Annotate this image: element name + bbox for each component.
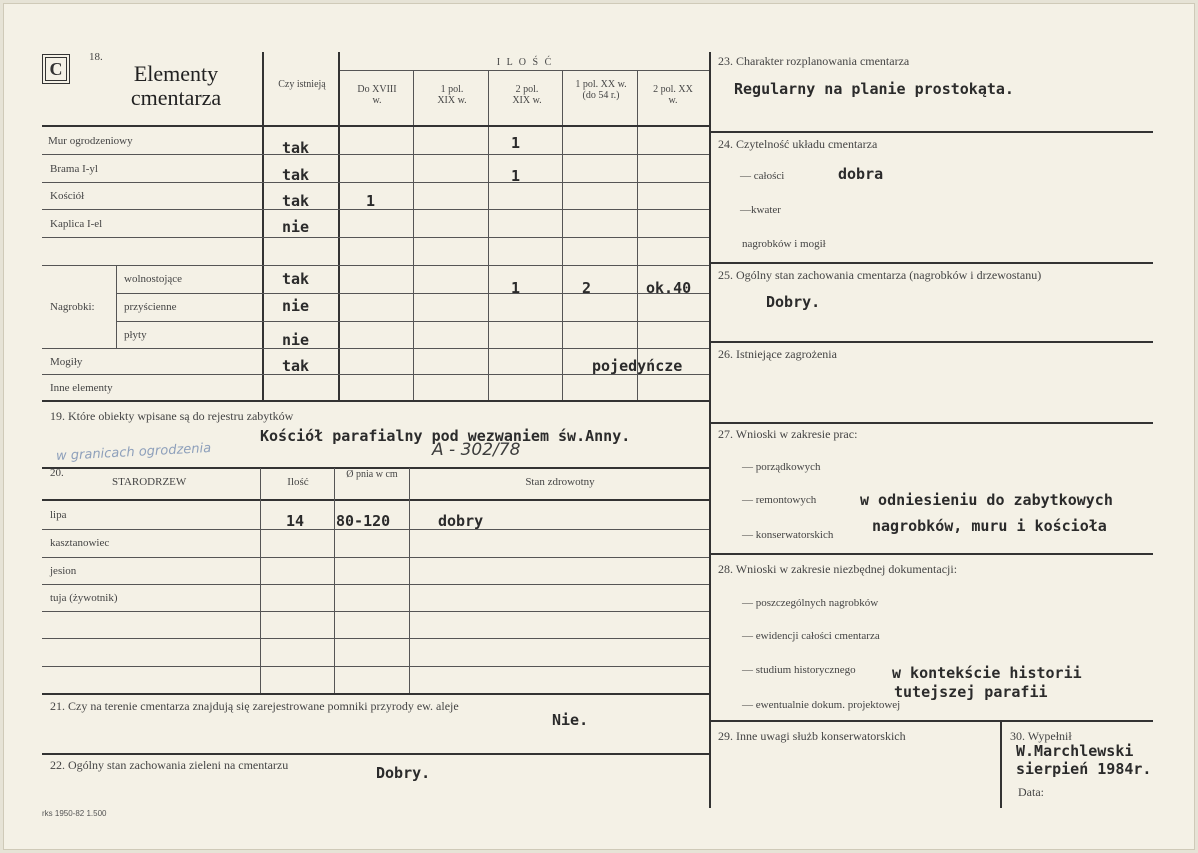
exists-freestanding: tak <box>282 270 310 288</box>
divider <box>42 584 710 585</box>
q24-graves-label: nagrobków i mogił <box>742 238 826 250</box>
q24-label: 24. Czytelność układu cmentarza <box>718 137 878 151</box>
exists-wall-mounted: nie <box>282 297 310 315</box>
qty-wall-19-2: 1 <box>511 134 521 152</box>
tree-name-ash: jesion <box>50 565 77 577</box>
qty-freestanding-20-2: ok.40 <box>646 279 692 297</box>
q20-col-diameter: Ø pnia w cm <box>346 469 398 480</box>
divider <box>42 125 710 127</box>
row-label-gate: Brama I-yl <box>50 163 98 175</box>
q19-answer: Kościół parafialny pod wezwaniem św.Anny. <box>260 427 631 445</box>
divider <box>42 499 710 501</box>
row-label-freestanding: wolnostojące <box>124 273 183 285</box>
q24-whole-label: — całości <box>740 170 785 182</box>
q27-item-cleanup: — porządkowych <box>742 461 821 473</box>
divider <box>42 666 710 667</box>
divider <box>340 70 710 71</box>
section-letter-box <box>42 54 70 84</box>
tree-name-thuja: tuja (żywotnik) <box>50 592 118 604</box>
q19-label: 19. Które obiekty wpisane są do rejestru zabytków <box>50 409 294 423</box>
divider <box>711 720 1153 722</box>
exists-chapel: nie <box>282 218 310 236</box>
q20-col-qty: Ilość <box>287 476 309 488</box>
q21-label: 21. Czy na terenie cmentarza znajdują się zarejestrowane pomniki przyrody ew. aleje <box>50 699 459 713</box>
q27-item-conservation: — konserwatorskich <box>742 529 834 541</box>
q25-label: 25. Ogólny stan zachowania cmentarza (nagrobków i drzewostanu) <box>718 268 1042 282</box>
section-letter: C <box>45 57 67 81</box>
q25-answer: Dobry. <box>766 293 821 311</box>
divider <box>562 70 563 400</box>
divider <box>711 422 1153 424</box>
divider <box>116 293 710 294</box>
print-code: rks 1950-82 1.500 <box>42 809 107 818</box>
col-header-to18: Do XVIII w. <box>357 84 397 106</box>
q27-label: 27. Wnioski w zakresie prac: <box>718 427 858 441</box>
row-label-graves: Mogiły <box>50 356 83 368</box>
row-label-slabs: płyty <box>124 329 147 341</box>
q23-label: 23. Charakter rozplanowania cmentarza <box>718 54 910 68</box>
tree-name-chestnut: kasztanowiec <box>50 537 110 549</box>
q20-col-health: Stan zdrowotny <box>525 476 595 488</box>
qty-freestanding-19-2: 1 <box>511 279 521 297</box>
q22-label: 22. Ogólny stan zachowania zieleni na cmentarzu <box>50 758 289 772</box>
divider <box>42 237 710 238</box>
tree-qty-linden: 14 <box>286 512 305 530</box>
section-number: 18. <box>89 51 103 63</box>
exists-graves: tak <box>282 357 310 375</box>
exists-gate: tak <box>282 166 310 184</box>
inventory-card <box>3 3 1195 850</box>
divider <box>42 348 710 349</box>
qty-church-to18: 1 <box>366 192 376 210</box>
qty-gate-19-2: 1 <box>511 167 521 185</box>
q28-label: 28. Wnioski w zakresie niezbędnej dokumentacji: <box>718 562 958 576</box>
divider <box>711 262 1153 264</box>
q27-answer-line1: w odniesieniu do zabytkowych <box>860 491 1113 509</box>
divider <box>637 70 638 400</box>
q19-register-number: A - 302/78 <box>432 440 521 460</box>
divider <box>488 70 489 400</box>
qty-freestanding-20-1: 2 <box>582 279 592 297</box>
q23-answer: Regularny na planie prostokąta. <box>734 80 1014 98</box>
tree-health-linden: dobry <box>438 512 484 530</box>
q28-answer-line1: w kontekście historii <box>892 664 1082 682</box>
divider <box>42 265 710 266</box>
divider <box>709 52 711 808</box>
q19-pencil-note: w granicach ogrodzenia <box>55 440 212 465</box>
col-header-20-1: 1 pol. XX w. (do 54 r.) <box>575 79 627 101</box>
q28-item-design: — ewentualnie dokum. projektowej <box>742 699 901 711</box>
q20-number: 20. <box>50 467 64 479</box>
divider <box>42 638 710 639</box>
row-label-wall-mounted: przyścienne <box>124 301 177 313</box>
divider <box>42 693 710 695</box>
divider <box>42 557 710 558</box>
exists-wall: tak <box>282 139 310 157</box>
divider <box>42 209 710 210</box>
q21-answer: Nie. <box>552 711 589 729</box>
nagrobki-label: Nagrobki: <box>50 301 95 313</box>
q22-answer: Dobry. <box>376 764 431 782</box>
q30-label: 30. Wypełnił <box>1010 729 1072 743</box>
q27-answer-line2: nagrobków, muru i kościoła <box>872 517 1107 535</box>
divider <box>711 553 1153 555</box>
divider <box>42 611 710 612</box>
divider <box>42 400 710 402</box>
tree-diameter-linden: 80-120 <box>336 512 391 530</box>
divider <box>413 70 414 400</box>
q28-answer-line2: tutejszej parafii <box>894 683 1048 701</box>
row-label-church: Kościół <box>50 190 85 202</box>
q30-date: sierpień 1984r. <box>1016 760 1152 778</box>
divider <box>42 182 710 183</box>
col-header-19-1: 1 pol. XIX w. <box>437 84 467 106</box>
row-label-wall: Mur ogrodzeniowy <box>48 135 133 147</box>
divider <box>711 131 1153 133</box>
divider <box>1000 722 1002 808</box>
graves-note: pojedyńcze <box>592 357 683 375</box>
section-title: Elementy cmentarza <box>130 61 222 110</box>
divider <box>409 468 410 693</box>
col-header-exists: Czy istnieją <box>278 79 326 90</box>
q30-date-label: Data: <box>1018 785 1044 799</box>
row-label-other: Inne elementy <box>50 382 113 394</box>
divider <box>42 154 710 155</box>
qty-header: I L O Ś Ć <box>496 57 554 68</box>
divider <box>116 321 710 322</box>
col-header-19-2: 2 pol. XIX w. <box>512 84 542 106</box>
q28-item-history: — studium historycznego <box>742 664 856 676</box>
q29-label: 29. Inne uwagi służb konserwatorskich <box>718 729 906 743</box>
exists-slabs: nie <box>282 331 310 349</box>
divider <box>334 468 335 693</box>
q27-item-repair: — remontowych <box>742 494 817 506</box>
divider <box>116 266 117 348</box>
divider <box>711 341 1153 343</box>
q24-whole-answer: dobra <box>838 165 884 183</box>
divider <box>42 753 710 755</box>
col-header-20-2: 2 pol. XX w. <box>653 84 693 106</box>
divider <box>260 468 261 693</box>
q26-label: 26. Istniejące zagrożenia <box>718 347 837 361</box>
q30-name: W.Marchlewski <box>1016 742 1134 760</box>
q20-title: STARODRZEW <box>112 476 187 488</box>
exists-church: tak <box>282 192 310 210</box>
q28-item-graves: — poszczególnych nagrobków <box>742 597 879 609</box>
q24-quarters-label: —kwater <box>740 204 781 216</box>
row-label-chapel: Kaplica I-el <box>50 218 103 230</box>
tree-name-linden: lipa <box>50 509 67 521</box>
q28-item-records: — ewidencji całości cmentarza <box>742 630 880 642</box>
